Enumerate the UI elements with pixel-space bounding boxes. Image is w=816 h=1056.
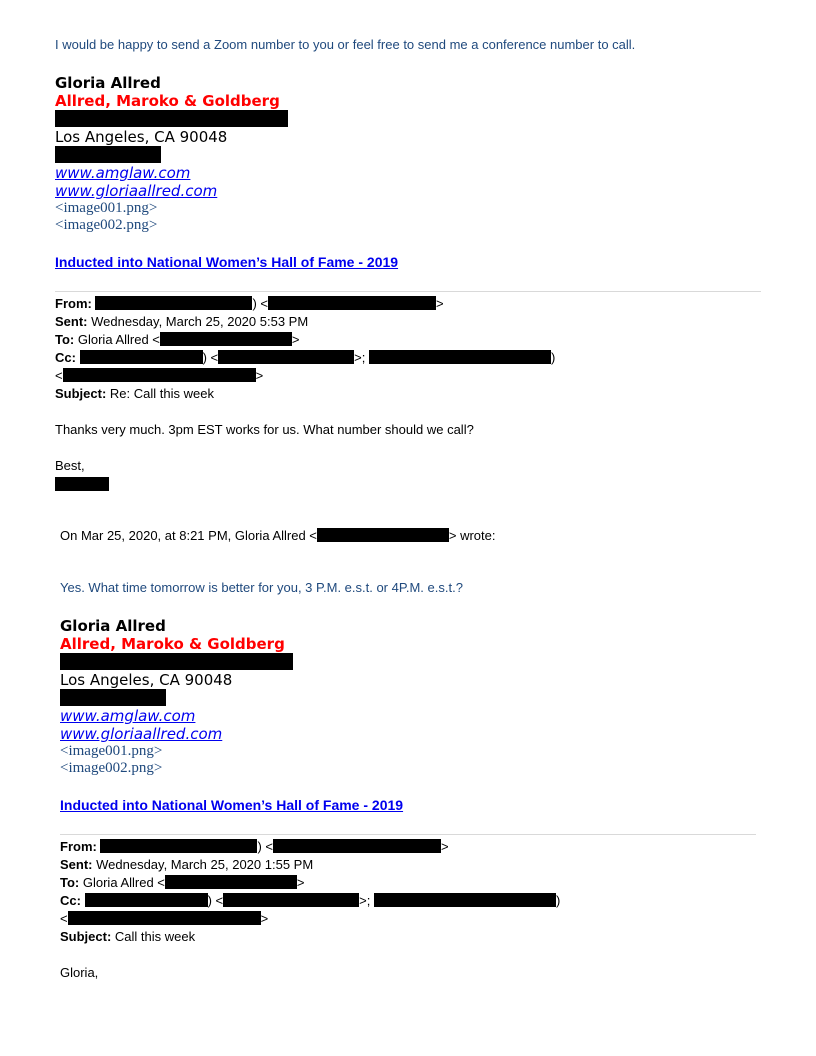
punct: > (436, 296, 444, 311)
email2-to-row (60, 875, 304, 890)
redaction-quoted-phone (60, 689, 166, 706)
punct: ) (550, 350, 556, 365)
redaction-cc-name-2 (369, 350, 551, 364)
email2-cc-row-2 (60, 911, 268, 926)
subject-value: Re: Call this week (109, 386, 214, 401)
cc-label: Cc: (55, 350, 76, 365)
redaction-phone (55, 146, 161, 163)
email1-to-row (55, 332, 299, 347)
redaction-cc-name-4 (374, 893, 556, 907)
sent-label: Sent: (60, 857, 93, 872)
redaction-from-email-2 (273, 839, 441, 853)
image-placeholder-1: <image001.png> (55, 200, 158, 216)
punct: ) < (207, 893, 224, 908)
punct: >; (359, 893, 371, 908)
signature-firm: Allred, Maroko & Goldberg (55, 92, 280, 110)
divider (55, 291, 761, 292)
quoted-intro-prefix: On Mar 25, 2020, at 8:21 PM, Gloria Allred < (60, 528, 317, 543)
to-label: To: (60, 875, 80, 890)
punct: < (55, 368, 63, 383)
redaction-cc-name-3 (85, 893, 208, 907)
quoted-link-amglaw[interactable]: www.amglaw.com (60, 707, 196, 725)
email1-sent-row (55, 314, 308, 329)
punct: ) < (202, 350, 219, 365)
punct: ) < (257, 839, 274, 854)
punct: ) (555, 893, 561, 908)
image-placeholder-2: <image002.png> (55, 217, 158, 233)
redaction-sender-signature (55, 477, 109, 491)
to-value: Gloria Allred < (77, 332, 160, 347)
punct: > (441, 839, 449, 854)
hall-of-fame-link[interactable]: Inducted into National Women’s Hall of Fame - 2019 (55, 254, 399, 270)
redaction-to-email-2 (165, 875, 297, 889)
sent-value: Wednesday, March 25, 2020 5:53 PM (91, 314, 309, 329)
signature-name: Gloria Allred (55, 74, 161, 92)
sent-label: Sent: (55, 314, 88, 329)
quoted-image-placeholder-1: <image001.png> (60, 743, 163, 759)
subject-label: Subject: (55, 386, 107, 401)
subject-value: Call this week (114, 929, 196, 944)
cc-label: Cc: (60, 893, 81, 908)
reply-note: I would be happy to send a Zoom number to you or feel free to send me a conference number to call. (55, 37, 636, 52)
punct: > (291, 332, 300, 347)
redaction-from-name (95, 296, 252, 310)
signature-city: Los Angeles, CA 90048 (55, 128, 228, 146)
email2-cc-row (60, 893, 560, 908)
quoted-image-placeholder-2: <image002.png> (60, 760, 163, 776)
redaction-quoted-email (317, 528, 449, 542)
quoted-note: Yes. What time tomorrow is better for you, 3 P.M. e.s.t. or 4P.M. e.s.t.? (60, 580, 463, 595)
link-gloriaallred[interactable]: www.gloriaallred.com (55, 182, 218, 200)
punct: >; (354, 350, 366, 365)
quoted-signature-firm: Allred, Maroko & Goldberg (60, 635, 285, 653)
email2-subject-row (60, 929, 195, 944)
redaction-from-email (268, 296, 436, 310)
quoted-signature-city: Los Angeles, CA 90048 (60, 671, 233, 689)
quoted-intro-suffix: > wrote: (448, 528, 496, 543)
punct: > (255, 368, 264, 383)
punct: > (296, 875, 305, 890)
quoted-hall-of-fame-link[interactable]: Inducted into National Women’s Hall of Fame - 2019 (60, 797, 404, 813)
email1-closing: Best, (55, 458, 85, 473)
punct: < (60, 911, 68, 926)
email2-sent-row (60, 857, 313, 872)
redaction-cc-email-3 (223, 893, 359, 907)
divider-2 (60, 834, 756, 835)
email2-from-row (60, 839, 449, 854)
redaction-cc-name-1 (80, 350, 203, 364)
sent-value: Wednesday, March 25, 2020 1:55 PM (96, 857, 314, 872)
redaction-address (55, 110, 288, 127)
redaction-cc-email-2 (63, 368, 256, 382)
from-label: From: (60, 839, 97, 854)
quoted-intro (60, 528, 496, 543)
redaction-quoted-address (60, 653, 293, 670)
from-label: From: (55, 296, 92, 311)
email1-cc-row-2 (55, 368, 263, 383)
quoted-link-gloriaallred[interactable]: www.gloriaallred.com (60, 725, 223, 743)
redaction-cc-email-1 (218, 350, 354, 364)
quoted-signature-name: Gloria Allred (60, 617, 166, 635)
email1-body: Thanks very much. 3pm EST works for us. What number should we call? (55, 422, 474, 437)
email1-subject-row (55, 386, 214, 401)
to-value: Gloria Allred < (82, 875, 165, 890)
subject-label: Subject: (60, 929, 112, 944)
redaction-from-name-2 (100, 839, 257, 853)
to-label: To: (55, 332, 75, 347)
email2-greeting: Gloria, (60, 965, 99, 980)
redaction-to-email (160, 332, 292, 346)
punct: > (260, 911, 269, 926)
email1-cc-row (55, 350, 555, 365)
link-amglaw[interactable]: www.amglaw.com (55, 164, 191, 182)
email1-from-row (55, 296, 444, 311)
punct: ) < (252, 296, 269, 311)
redaction-cc-email-4 (68, 911, 261, 925)
